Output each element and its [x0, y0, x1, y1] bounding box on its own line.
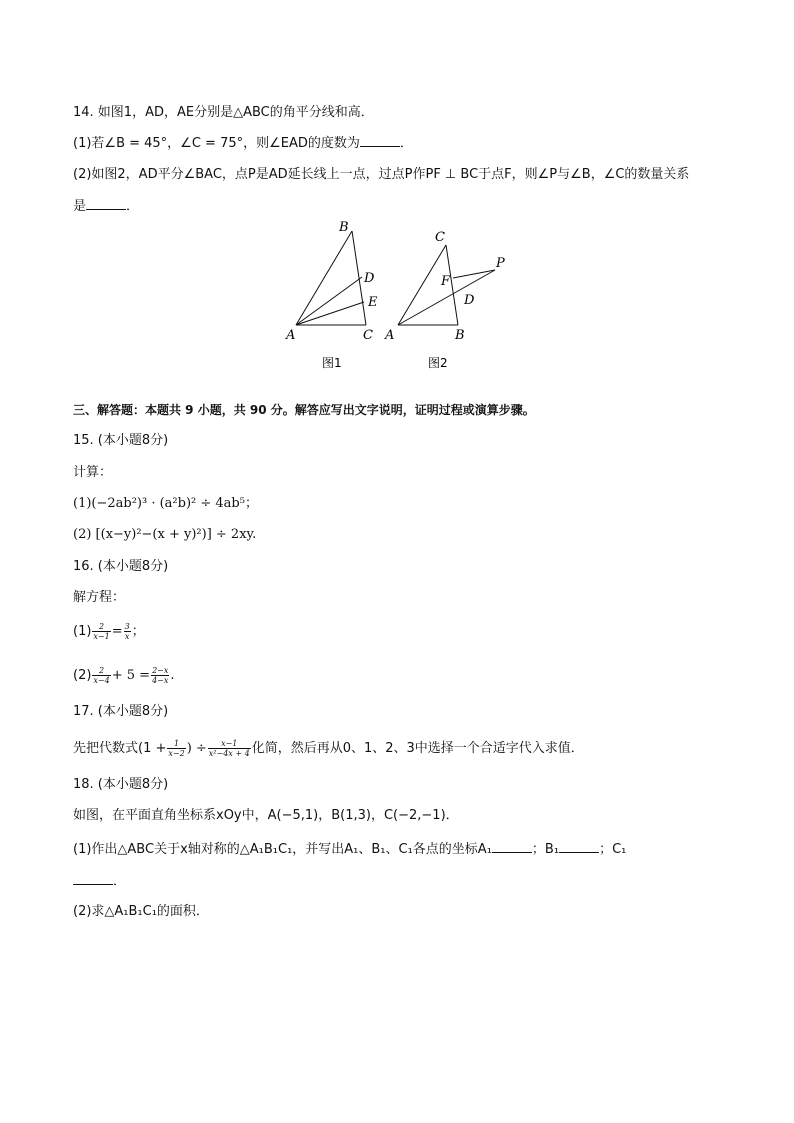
- denominator: 4−x: [152, 676, 169, 685]
- q16-title: 16. (本小题8分): [73, 559, 169, 574]
- numerator: 2−x: [152, 666, 169, 675]
- q18-part1-b: ；B₁: [531, 842, 560, 857]
- fig2-side-ac: [398, 245, 446, 325]
- fig1-altitude-ae: [296, 302, 364, 325]
- q16-part2-prefix: (2): [73, 668, 92, 683]
- operator: ) ÷: [186, 741, 207, 756]
- q14-title: 14. 如图1，AD，AE分别是△ABC的角平分线和高．: [73, 105, 374, 120]
- fig1-bisector-ad: [296, 277, 362, 325]
- q17-title: 17. (本小题8分): [73, 704, 169, 719]
- denominator: x−1: [93, 632, 110, 641]
- answer-blank[interactable]: [73, 872, 113, 885]
- fig1-side-ab: [296, 231, 352, 325]
- q14-part2-cont: [73, 197, 139, 216]
- q16-part1-prefix: (1): [73, 624, 92, 639]
- numerator: 3: [124, 622, 130, 631]
- q16-part2-end: .: [170, 668, 175, 683]
- fraction: [124, 622, 131, 641]
- operator: + 5 =: [111, 668, 151, 683]
- q18-part2: (2)求△A₁B₁C₁的面积．: [73, 904, 209, 919]
- q17-body: [73, 739, 584, 758]
- section-heading: 三、解答题：本题共 9 小题，共 90 分。解答应写出文字说明，证明过程或演算步骤。: [73, 403, 535, 417]
- fraction: [92, 666, 110, 685]
- fig1-label-c: C: [363, 328, 373, 343]
- q15-part2: (2) [(x−y)²−(x + y)²)] ÷ 2xy.: [73, 527, 257, 542]
- fig2-caption: 图2: [428, 356, 448, 370]
- q15-part1: (1)(−2ab²)³ · (a²b)² ÷ 4ab⁵；: [73, 496, 258, 511]
- q14-part2-end: ．: [126, 199, 140, 214]
- denominator: x²−4x + 4: [208, 749, 250, 758]
- fig1-label-e: E: [368, 295, 378, 310]
- fig2-label-f: F: [441, 274, 451, 289]
- q14-part1: [73, 134, 413, 153]
- fig2-label-a: A: [385, 328, 395, 343]
- q14-part2-cont-text: 是: [73, 199, 87, 214]
- q18-part1-cont: [73, 872, 126, 891]
- numerator: x−1: [208, 739, 251, 749]
- q16-part1: [73, 622, 145, 641]
- q18-part1-c: ；C₁: [599, 842, 627, 857]
- equals-sign: =: [111, 624, 123, 639]
- fig2-label-p: P: [496, 256, 505, 271]
- answer-blank[interactable]: [86, 197, 126, 210]
- q16-instruction: 解方程：: [73, 590, 126, 605]
- q14-part1-text: (1)若∠B = 45°，∠C = 75°，则∠EAD的度数为: [73, 136, 360, 151]
- numerator: 1: [167, 739, 185, 749]
- answer-blank[interactable]: [492, 840, 532, 853]
- fig2-label-c: C: [435, 230, 445, 245]
- q17-pre: 先把代数式(1 +: [73, 741, 167, 756]
- q16-part1-end: ；: [131, 624, 145, 639]
- fig1-caption: 图1: [322, 356, 342, 370]
- q15-instruction: 计算：: [73, 465, 113, 480]
- answer-blank[interactable]: [559, 840, 599, 853]
- q18-part1: [73, 840, 626, 859]
- q18-title: 18. (本小题8分): [73, 777, 169, 792]
- answer-blank[interactable]: [360, 134, 400, 147]
- numerator: 2: [92, 666, 110, 676]
- numerator: 2: [92, 622, 110, 632]
- fraction: [151, 666, 169, 685]
- q16-part2: [73, 666, 175, 685]
- q15-title: 15. (本小题8分): [73, 433, 169, 448]
- fraction: [92, 622, 110, 641]
- fig1-label-d: D: [364, 271, 375, 286]
- q14-part1-end: ．: [399, 136, 413, 151]
- fig2-label-d: D: [464, 293, 475, 308]
- denominator: x: [124, 632, 130, 641]
- q18-intro: 如图，在平面直角坐标系xOy中，A(−5,1)，B(1,3)，C(−2,−1)．: [73, 808, 459, 823]
- q17-post: 化简，然后再从0、1、2、3中选择一个合适字代入求值．: [251, 741, 584, 756]
- denominator: x−2: [168, 749, 185, 758]
- fig2-label-b: B: [455, 328, 465, 343]
- denominator: x−4: [93, 676, 110, 685]
- fraction: [167, 739, 185, 758]
- q18-part1-end: ．: [113, 874, 127, 889]
- q14-figures: [280, 215, 540, 375]
- fig1-label-b: B: [339, 220, 349, 235]
- fraction: [208, 739, 251, 758]
- fig1-label-a: A: [286, 328, 296, 343]
- figure-1: [296, 231, 366, 325]
- q18-part1-text: (1)作出△ABC关于x轴对称的△A₁B₁C₁，并写出A₁、B₁、C₁各点的坐标A₁: [73, 842, 492, 857]
- q14-part2: (2)如图2，AD平分∠BAC，点P是AD延长线上一点，过点P作PF ⊥ BC于点F，则∠P与∠B，∠C的数量关系: [73, 167, 690, 182]
